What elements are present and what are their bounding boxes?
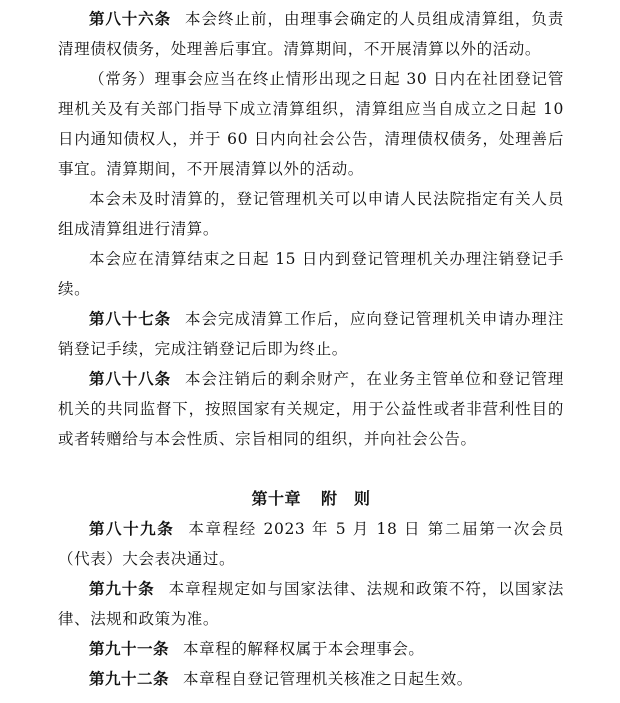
article-number: 第八十七条 xyxy=(89,310,171,328)
chapter-title: 附 则 xyxy=(321,489,371,508)
paragraph-text: 本会应在清算结束之日起 15 日内到登记管理机关办理注销登记手续。 xyxy=(58,250,564,298)
article-90-paragraph xyxy=(58,574,564,634)
article-text: 本章程规定如与国家法律、法规和政策不符，以国家法律、法规和政策为准。 xyxy=(58,580,564,628)
article-91-paragraph xyxy=(58,634,564,664)
article-number: 第九十一条 xyxy=(89,640,170,658)
article-86-paragraph xyxy=(58,4,564,64)
article-number: 第八十九条 xyxy=(89,520,175,538)
article-87-paragraph xyxy=(58,304,564,364)
article-number: 第八十六条 xyxy=(89,10,171,28)
paragraph-text: 本会未及时清算的，登记管理机关可以申请人民法院指定有关人员组成清算组进行清算。 xyxy=(58,190,564,238)
article-88-paragraph xyxy=(58,364,564,454)
article-text: 本会完成清算工作后，应向登记管理机关申请办理注销登记手续，完成注销登记后即为终止。 xyxy=(58,310,564,358)
article-86-paragraph-3 xyxy=(58,184,564,244)
article-text: 本会终止前，由理事会确定的人员组成清算组，负责清理债权债务，处理善后事宜。清算期间，不开展清算以外的活动。 xyxy=(58,10,564,58)
article-text: 本会注销后的剩余财产，在业务主管单位和登记管理机关的共同监督下，按照国家有关规定，用于公益性或者非营利性目的或者转赠给与本会性质、宗旨相同的组织，并向社会公告。 xyxy=(58,370,564,448)
chapter-number: 第十章 xyxy=(251,489,301,508)
article-text: 本章程的解释权属于本会理事会。 xyxy=(183,640,425,658)
article-86-paragraph-4 xyxy=(58,244,564,304)
article-92-paragraph xyxy=(58,664,564,694)
article-86-paragraph-2 xyxy=(58,64,564,184)
article-89-paragraph xyxy=(58,514,564,574)
article-number: 第九十条 xyxy=(89,580,155,598)
article-number: 第九十二条 xyxy=(89,670,170,688)
paragraph-text: （常务）理事会应当在终止情形出现之日起 30 日内在社团登记管理机关及有关部门指导下成立清算组织，清算组应当自成立之日起 10 日内通知债权人，并于 60 日内向社会公告，清理债权债务，处理善后事宜。清算期间，不开展清算以外的活动。 xyxy=(58,70,564,178)
chapter-heading xyxy=(58,484,564,514)
article-text: 本章程自登记管理机关核准之日起生效。 xyxy=(183,670,473,688)
article-text: 本章程经 2023 年 5 月 18 日 第二届第一次会员（代表）大会表决通过。 xyxy=(58,520,564,568)
article-number: 第八十八条 xyxy=(89,370,171,388)
